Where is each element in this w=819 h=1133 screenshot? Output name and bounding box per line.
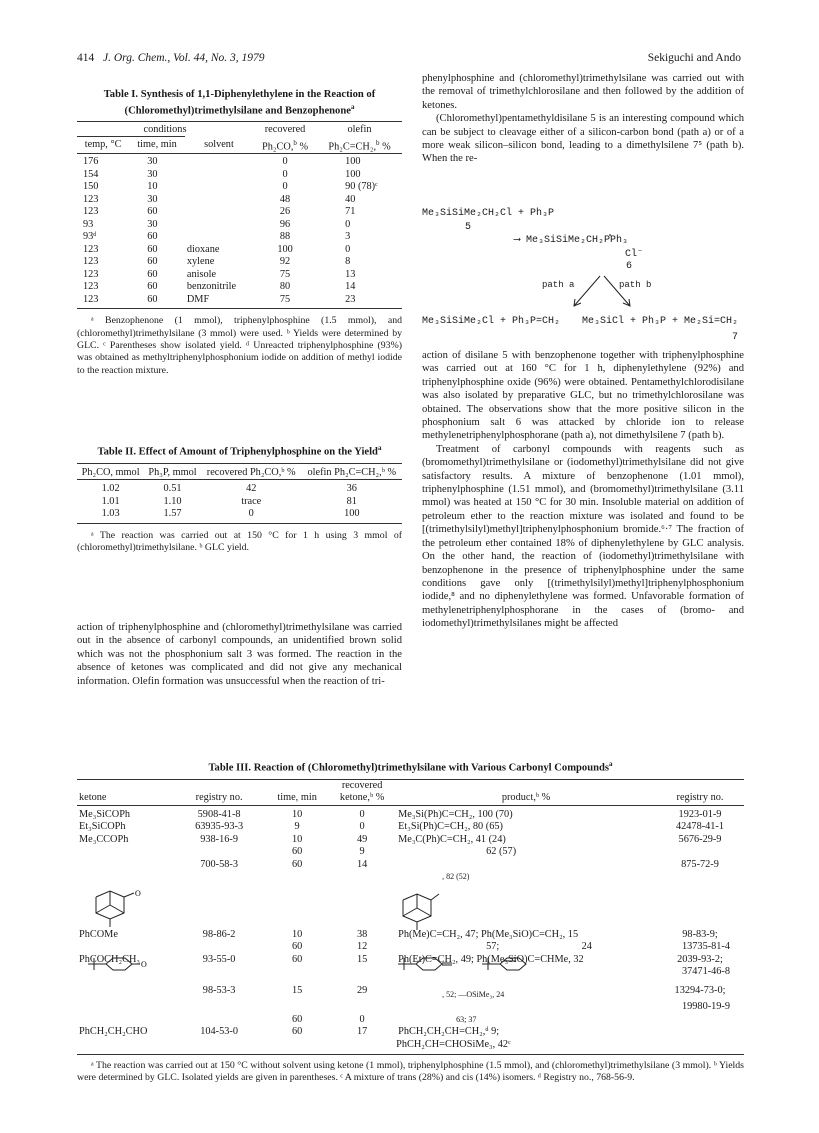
- scheme-path-b: path b: [619, 280, 652, 290]
- table-1-cell: benzonitrile: [186, 281, 237, 293]
- table-1-cell: 90 (78)ᶜ: [345, 181, 378, 193]
- table-1-cell: 75: [279, 293, 291, 305]
- table-3-cell-rec: 17: [356, 1026, 368, 1038]
- table-1-cell: 60: [147, 293, 158, 305]
- adamantanone-structure-icon: [88, 887, 144, 931]
- table-3-cell-ketone: [77, 1039, 172, 1052]
- table-1-cell: 92: [279, 256, 291, 268]
- table-3-row: [77, 941, 744, 954]
- table-3-cell-time: 10: [291, 928, 303, 940]
- table-3-cell-ketone: [77, 979, 172, 1002]
- table-1-cell: 13: [345, 268, 356, 280]
- table-2-cell: 1.02: [77, 480, 144, 496]
- table-1-cell: 100: [277, 243, 293, 255]
- table-1-cell: 100: [317, 154, 402, 169]
- journal-citation: J. Org. Chem., Vol. 44, No. 3, 1979: [103, 52, 265, 64]
- table-3-cell-reg: 98-53-3: [202, 984, 236, 996]
- table-2-cell: 1.03: [101, 508, 120, 520]
- table-1-cell: 14: [345, 281, 356, 293]
- table-1-cell: 71: [345, 206, 356, 218]
- group-header-conditions: conditions: [143, 123, 187, 135]
- table-1-footnote: ᵃ Benzophenone (1 mmol), triphenylphosphine (1.5 mmol), and (chloromethyl)trimethylsilane (3 mmol) were used. ᵇ Yields were determined by GLC. ᶜ Parentheses show isolated yield. ᵈ Unreacted triphenylphosphine (93%) was obtained as methyltriphenylphosphonium iodide on addition of methyl iodide to the reaction mixture.: [77, 315, 402, 376]
- table-1-cell: 60: [147, 243, 158, 255]
- table-3-cell-product: 63; 37: [456, 1014, 477, 1024]
- table-3-cell-reg: [172, 1039, 266, 1052]
- table-3-cell-rec: 38: [356, 928, 368, 940]
- table-1-grid: [77, 121, 402, 310]
- table-3-cell-reg: 98-86-2: [202, 928, 236, 940]
- table-2-footnote: ᵃ The reaction was carried out at 150 °C for 1 h using 3 mmol of (chloromethyl)trimethylsilane. ᵇ GLC yield.: [77, 529, 402, 553]
- table-1-row: [77, 206, 402, 219]
- table-1-cell: 150: [83, 181, 99, 193]
- table-2-cell: trace: [241, 495, 262, 507]
- table-1-cell: 60: [147, 231, 158, 243]
- table-3-cell-product: Ph(Et)C=CH₂, 49; Ph(Me₃SiO)C=CHMe, 32: [398, 953, 584, 965]
- table-3-cell-reg2: [656, 1014, 744, 1027]
- table-3-cell-product: Et₃Si(Ph)C=CH₂, 80 (65): [398, 821, 503, 833]
- table-3-row: [77, 979, 744, 1002]
- table-3-cell-reg: 104-53-0: [200, 1026, 238, 1038]
- table-3-cell-product: [396, 1001, 656, 1014]
- table-1-cell: anisole: [186, 268, 217, 280]
- table-1-row: [77, 256, 402, 269]
- table-3-row: [77, 834, 744, 847]
- svg-text:O: O: [135, 889, 141, 898]
- table-3-cell-reg2: 19980-19-9: [681, 1001, 731, 1013]
- t3-header-recovered: recovered ketone,ᵇ %: [339, 779, 385, 804]
- t3-header-product: product,ᵇ %: [501, 792, 551, 804]
- table-3-cell-rec: 49: [356, 833, 368, 845]
- scheme-path-a: path a: [542, 280, 575, 290]
- table-3-cell-time: 10: [291, 808, 303, 820]
- t2-header-ph3p: Ph₃P, mmol: [148, 466, 197, 478]
- table-1: [77, 88, 402, 377]
- right-paragraph-2: (Chloromethyl)pentamethyldisilane 5 is an interesting compound which can be subject to cleavage either of a silicon-carbon bond (path a) or of a more weak silicon–silicon bond, leading to a dimethylsilene 7⁵ (path b). When the re-: [422, 113, 744, 165]
- table-3-row: [77, 1001, 744, 1014]
- table-3-cell-reg: 93-55-0: [202, 953, 236, 965]
- header-temp: temp, °C: [77, 137, 129, 154]
- table-3-cell-rec: 0: [359, 808, 365, 820]
- table-3-cell-reg2: 13735-81-4: [681, 941, 731, 953]
- table-1-cell: 100: [345, 168, 361, 180]
- header-time: time, min: [129, 137, 185, 154]
- table-3-cell-time: 60: [291, 1013, 303, 1025]
- table-3-cell-rec: [328, 966, 396, 979]
- table-3-row: [77, 821, 744, 834]
- table-3-cell-reg2: 875-72-9: [681, 858, 719, 870]
- table-3-cell-time: 60: [291, 1026, 303, 1038]
- table-3-cell-time: 60: [291, 953, 303, 965]
- table-1-cell: 123: [83, 293, 99, 305]
- table-1-cell: 10: [147, 181, 158, 193]
- right-paragraph-3: action of disilane 5 with benzophenone together with triphenylphosphine was carried out at 160 °C for 1 h, diphenylethylene (92%) and triphenylphosphine oxide (96%) were obtained. Pentamethylchlorodisilane was also isolated by preparative GLC, but no trimethylchlorosilane was obtained. The observations show that the more positive silicon in the phosphonium salt 6 was attacked by chloride ion to release methylenetriphenylphosphorane (path a), not dimethylsilene 7 (path b).: [422, 350, 744, 442]
- table-1-cell: [185, 206, 253, 219]
- scheme-products-b: Me₃SiCl + Ph₃P + Me₂Si=CH₂: [582, 316, 739, 327]
- methyleneadamantane-structure-icon: [397, 890, 441, 932]
- table-3-cell-product: Me₃Si(Ph)C=CH₂, 100 (70): [398, 808, 513, 820]
- table-2: [77, 442, 402, 554]
- table-3-cell-ketone: [77, 1014, 172, 1027]
- table-3-cell-product: , 82 (52): [442, 871, 470, 881]
- table-3-cell-rec: 14: [356, 858, 368, 870]
- table-3-cell-rec: 12: [356, 941, 368, 953]
- table-1-cell: 8: [345, 256, 351, 268]
- table-1-cell: 154: [83, 168, 99, 180]
- t3-header-registry: registry no.: [195, 792, 243, 804]
- table-3-row: [77, 1039, 744, 1052]
- table-2-caption: Table II. Effect of Amount of Triphenylphosphine on the Yield$^a$: [97, 444, 382, 458]
- table-2-cell: 42: [201, 480, 302, 496]
- table-3-cell-product: PhCH₂CH=CHOSiMe₃, 42ᶜ: [396, 1038, 511, 1050]
- scheme-label-7: 7: [732, 332, 739, 343]
- t3-header-registry2: registry no.: [676, 792, 724, 804]
- table-3-cell-reg: 63935-93-3: [195, 821, 244, 833]
- table-3-cell-reg2: 2039-93-2;: [677, 953, 723, 965]
- header-recovered-sub: Ph₂CO,$^b$ %: [262, 138, 309, 152]
- table-1-cell: 123: [83, 193, 99, 205]
- scheme-label-6: 6: [626, 261, 633, 272]
- header-solvent: solvent: [204, 138, 234, 150]
- table-3-cell-ketone: PhCOCH₂CH₃: [79, 953, 140, 965]
- table-3-cell-ketone: PhCH₂CH₂CHO: [79, 1026, 148, 1038]
- left-body-text: [77, 621, 402, 688]
- table-1-cell: 3: [345, 231, 351, 243]
- table-3-cell-reg2: [656, 846, 744, 859]
- table-1-row: [77, 219, 402, 232]
- scheme-label-5: 5: [465, 222, 472, 233]
- table-3-cell-product: PhCH₂CH₂CH=CH₂,ᵈ 9;: [398, 1026, 500, 1038]
- table-1-row: [77, 231, 402, 244]
- table-1-row: [77, 269, 402, 282]
- right-column: [422, 72, 744, 166]
- table-1-row: [77, 169, 402, 182]
- table-1-cell: DMF: [186, 293, 210, 305]
- table-3-cell-time: 10: [291, 833, 303, 845]
- table-1-cell: xylene: [186, 256, 215, 268]
- table-1-cell: 123: [83, 243, 99, 255]
- table-2-cell: 81: [346, 495, 357, 507]
- table-3-cell-rec: [328, 1039, 396, 1052]
- table-2-row: [77, 508, 402, 521]
- table-3-row: [77, 1026, 744, 1039]
- header-olefin-sub: Ph₂C=CH₂,$^b$ %: [328, 138, 391, 152]
- table-1-cell: [185, 219, 253, 232]
- table-1-cell: 23: [345, 293, 356, 305]
- table-1-cell: 93: [83, 218, 94, 230]
- table-2-cell: 1.10: [163, 495, 182, 507]
- table-3-row: [77, 1014, 744, 1027]
- table-3-cell-ketone: Me₃CCOPh: [79, 833, 129, 845]
- table-1-body: [77, 154, 402, 309]
- table-3-cell-rec: [328, 1001, 396, 1014]
- scheme-products-a: Me₃SiSiMe₂Cl + Ph₃P=CH₂: [422, 316, 561, 327]
- table-1-cell: 176: [77, 154, 129, 169]
- table-3-row: [77, 846, 744, 859]
- scheme-anion: Cl⁻: [625, 249, 644, 260]
- table-1-cell: 30: [129, 154, 185, 169]
- table-1-cell: 40: [345, 193, 356, 205]
- table-3-cell-reg2: 37471-46-8: [681, 966, 731, 978]
- table-1-row: [77, 244, 402, 257]
- header-recovered: recovered: [264, 123, 306, 135]
- table-1-row: [77, 181, 402, 194]
- table-3-cell-reg2: [656, 1026, 744, 1039]
- svg-text:O: O: [141, 960, 147, 969]
- table-1-row: [77, 281, 402, 294]
- table-3-cell-product: Me₃C(Ph)C=CH₂, 41 (24): [398, 833, 506, 845]
- table-1-cell: 0: [282, 168, 288, 180]
- t3-header-time: time, min: [277, 792, 317, 804]
- table-2-row: [77, 496, 402, 509]
- table-3-cell-reg2: 42478-41-1: [675, 821, 725, 833]
- table-3-cell-reg: [172, 846, 266, 859]
- table-1-cell: 123: [83, 206, 99, 218]
- table-1-row: [77, 154, 402, 169]
- table-2-cell: 36: [302, 480, 402, 496]
- table-3-cell-reg2: 13294-73-0;: [674, 984, 726, 996]
- methylenecyclohexane-product-icon: [396, 956, 454, 972]
- table-2-body: [77, 480, 402, 524]
- table-3-cell-reg2: 1923-01-9: [678, 808, 722, 820]
- t2-header-ph2co: Ph₂CO, mmol: [81, 466, 140, 478]
- table-1-cell: [185, 181, 253, 194]
- table-3-cell-reg: [172, 966, 266, 979]
- table-3-row: [77, 809, 744, 822]
- table-3-cell-time: 9: [294, 821, 300, 833]
- table-1-cell: 0: [345, 243, 351, 255]
- table-1-cell: 30: [147, 218, 158, 230]
- table-3-cell-product: 57; 24: [486, 941, 592, 953]
- table-3-cell-reg: [172, 941, 266, 954]
- table-3-cell-time: 60: [291, 941, 303, 953]
- table-1-cell: 60: [147, 206, 158, 218]
- table-2-cell: 100: [344, 508, 360, 520]
- table-1-cell: dioxane: [186, 243, 220, 255]
- table-1-caption: Table I. Synthesis of 1,1-Diphenylethylene in the Reaction of (Chloromethyl)trimethylsilane and Benzophenone$^a$: [103, 89, 376, 117]
- table-1-cell: 48: [279, 193, 291, 205]
- table-3-cell-ketone: Et₃SiCOPh: [79, 821, 126, 833]
- table-3-cell-reg2: 5676-29-9: [678, 833, 722, 845]
- table-1-cell: [185, 169, 253, 182]
- reaction-scheme: [422, 208, 744, 356]
- table-3-cell-ketone: Me₃SiCOPh: [79, 808, 131, 820]
- table-1-cell: 26: [279, 206, 291, 218]
- right-paragraph-4: Treatment of carbonyl compounds with reagents such as (bromomethyl)trimethylsilane or (iodomethyl)trimethylsilane did not give satisfactory results. A mixture of benzophenone (1.01 mmol), triphenylphosphine (1.51 mmol), and (bromomethyl)trimethylsilane (3.11 mmol) was heated at 150 °C for 30 min. Insoluble material on addition of petroleum ether to the reaction mixture was isolated and found to be [(trimethylsilyl)methyl]triphenylphosphonium bromide.⁶·⁷ The fraction of the petroleum ether contained 18% of diphenylethylene by GLC analysis. On the other hand, the reaction of (iodomethyl)trimethylsilane with benzophenone in the presence of triphenylphosphine under the same conditions gave only [(trimethylsilyl)methyl]triphenylphosphonium iodide,⁸ and no diphenylethylene was formed. Unfavorable formation of methylenetriphenylphosphorane in the cases of (bromo- and iodomethyl)trimethylsilanes might be affected: [422, 443, 744, 630]
- table-1-cell: 0: [345, 218, 351, 230]
- running-authors: Sekiguchi and Ando: [647, 52, 741, 64]
- tbutylcyclohexanone-structure-icon: [86, 956, 150, 972]
- scheme-phosphonium-salt: ⟶ Me₃SiSiMe₂CH₂P̊Ph₃: [514, 235, 629, 246]
- table-3-cell-rec: 0: [359, 821, 365, 833]
- table-3-cell-time: [266, 966, 328, 979]
- table-3-cell-reg: 5908-41-8: [197, 808, 241, 820]
- table-1-cell: 123: [83, 256, 99, 268]
- t2-header-recovered: recovered Ph₂CO,ᵇ %: [206, 466, 296, 478]
- table-1-cell: 80: [279, 281, 291, 293]
- table-3-cell-reg: [172, 1001, 266, 1014]
- table-3-caption: Table III. Reaction of (Chloromethyl)trimethylsilane with Various Carbonyl Compounds$^a$: [208, 760, 613, 774]
- table-1-cell: [185, 194, 253, 207]
- table-3-cell-product: Ph(Me)C=CH₂, 47; Ph(Me₃SiO)C=CH₂, 15: [398, 928, 579, 940]
- table-3-cell-reg: 938-16-9: [200, 833, 238, 845]
- table-1-cell: [185, 231, 253, 244]
- table-1-cell: 88: [279, 231, 291, 243]
- table-3-cell-time: [266, 1001, 328, 1014]
- table-3-cell-time: 60: [291, 846, 303, 858]
- table-1-cell: 0: [253, 154, 317, 169]
- table-2-row: [77, 480, 402, 496]
- table-3-cell-rec: 0: [359, 1013, 365, 1025]
- table-3-cell-time: [266, 1039, 328, 1052]
- table-3-cell-ketone: PhCOMe: [79, 928, 118, 940]
- header-olefin: olefin: [347, 123, 372, 135]
- silylenolether-product-icon: [480, 956, 536, 972]
- left-paragraph: action of triphenylphosphine and (chloromethyl)trimethylsilane was carried out in the absence of carbonyl compounds, an unidentified brown solid which was not the phosphonium salt 3 was formed. The reaction in the absence of ketones was complicated and did not give any mechanical information. Olefin formation was unsuccessful when the reaction of tri-: [77, 622, 402, 687]
- page-number: 414: [77, 52, 95, 64]
- table-1-cell: 0: [282, 181, 288, 193]
- table-1-row: [77, 194, 402, 207]
- table-3-cell-reg: [172, 1014, 266, 1027]
- scheme-reactants: Me₃SiSiMe₂CH₂Cl + Ph₃P: [422, 208, 555, 219]
- table-1-cell: 123: [83, 268, 99, 280]
- t2-header-olefin: olefin Ph₂C=CH₂,ᵇ %: [307, 466, 397, 478]
- right-body-text: [422, 349, 744, 631]
- table-3-cell-rec: 15: [356, 953, 368, 965]
- table-3-cell-ketone: [77, 1001, 172, 1014]
- table-1-cell: 75: [279, 268, 291, 280]
- table-1-cell: 93ᵈ: [83, 231, 97, 243]
- table-1-cell: 30: [147, 168, 158, 180]
- table-1-cell: 60: [147, 268, 158, 280]
- table-3-cell-product: , 52; —OSiMe₃, 24: [442, 989, 505, 999]
- table-1-cell: [185, 154, 253, 169]
- table-3-cell-product: 62 (57): [486, 846, 517, 858]
- table-1-cell: 30: [147, 193, 158, 205]
- table-1-cell: 123: [83, 281, 99, 293]
- table-1-cell: 96: [279, 218, 291, 230]
- table-1-cell: 60: [147, 281, 158, 293]
- table-3-cell-rec: 29: [356, 984, 368, 996]
- table-3-cell-reg2: 98-83-9;: [682, 928, 718, 940]
- table-3-cell-ketone: [77, 941, 172, 954]
- table-2-cell: 1.01: [101, 495, 120, 507]
- table-1-row: [77, 294, 402, 307]
- table-3-cell-reg: 700-58-3: [200, 858, 238, 870]
- table-2-cell: 0: [248, 508, 254, 520]
- table-3-cell-time: 60: [291, 858, 303, 870]
- table-2-grid: [77, 463, 402, 524]
- table-3-cell-time: 15: [291, 984, 303, 996]
- table-2-cell: 0.51: [144, 480, 201, 496]
- table-2-cell: 1.57: [163, 508, 182, 520]
- right-paragraph-1: phenylphosphine and (chloromethyl)trimethylsilane was carried out with the removal of trimethylchlorosilane and then followed by the addition of ketones.: [422, 73, 744, 111]
- t3-header-ketone: ketone: [79, 792, 107, 804]
- table-3-cell-reg2: [656, 1039, 744, 1052]
- table-3-cell-ketone: [77, 846, 172, 859]
- table-3-cell-rec: 9: [359, 846, 365, 858]
- table-1-cell: 60: [147, 256, 158, 268]
- table-3-footnote: ᵃ The reaction was carried out at 150 °C without solvent using ketone (1 mmol), triphenylphosphine (1.5 mmol), and (chloromethyl)trimethylsilane (3 mmol). ᵇ Yields were determined by GLC. Isolated yields are given in parentheses. ᶜ A mixture of trans (28%) and cis (14%) isomers. ᵈ Registry no., 768-56-9.: [77, 1060, 744, 1084]
